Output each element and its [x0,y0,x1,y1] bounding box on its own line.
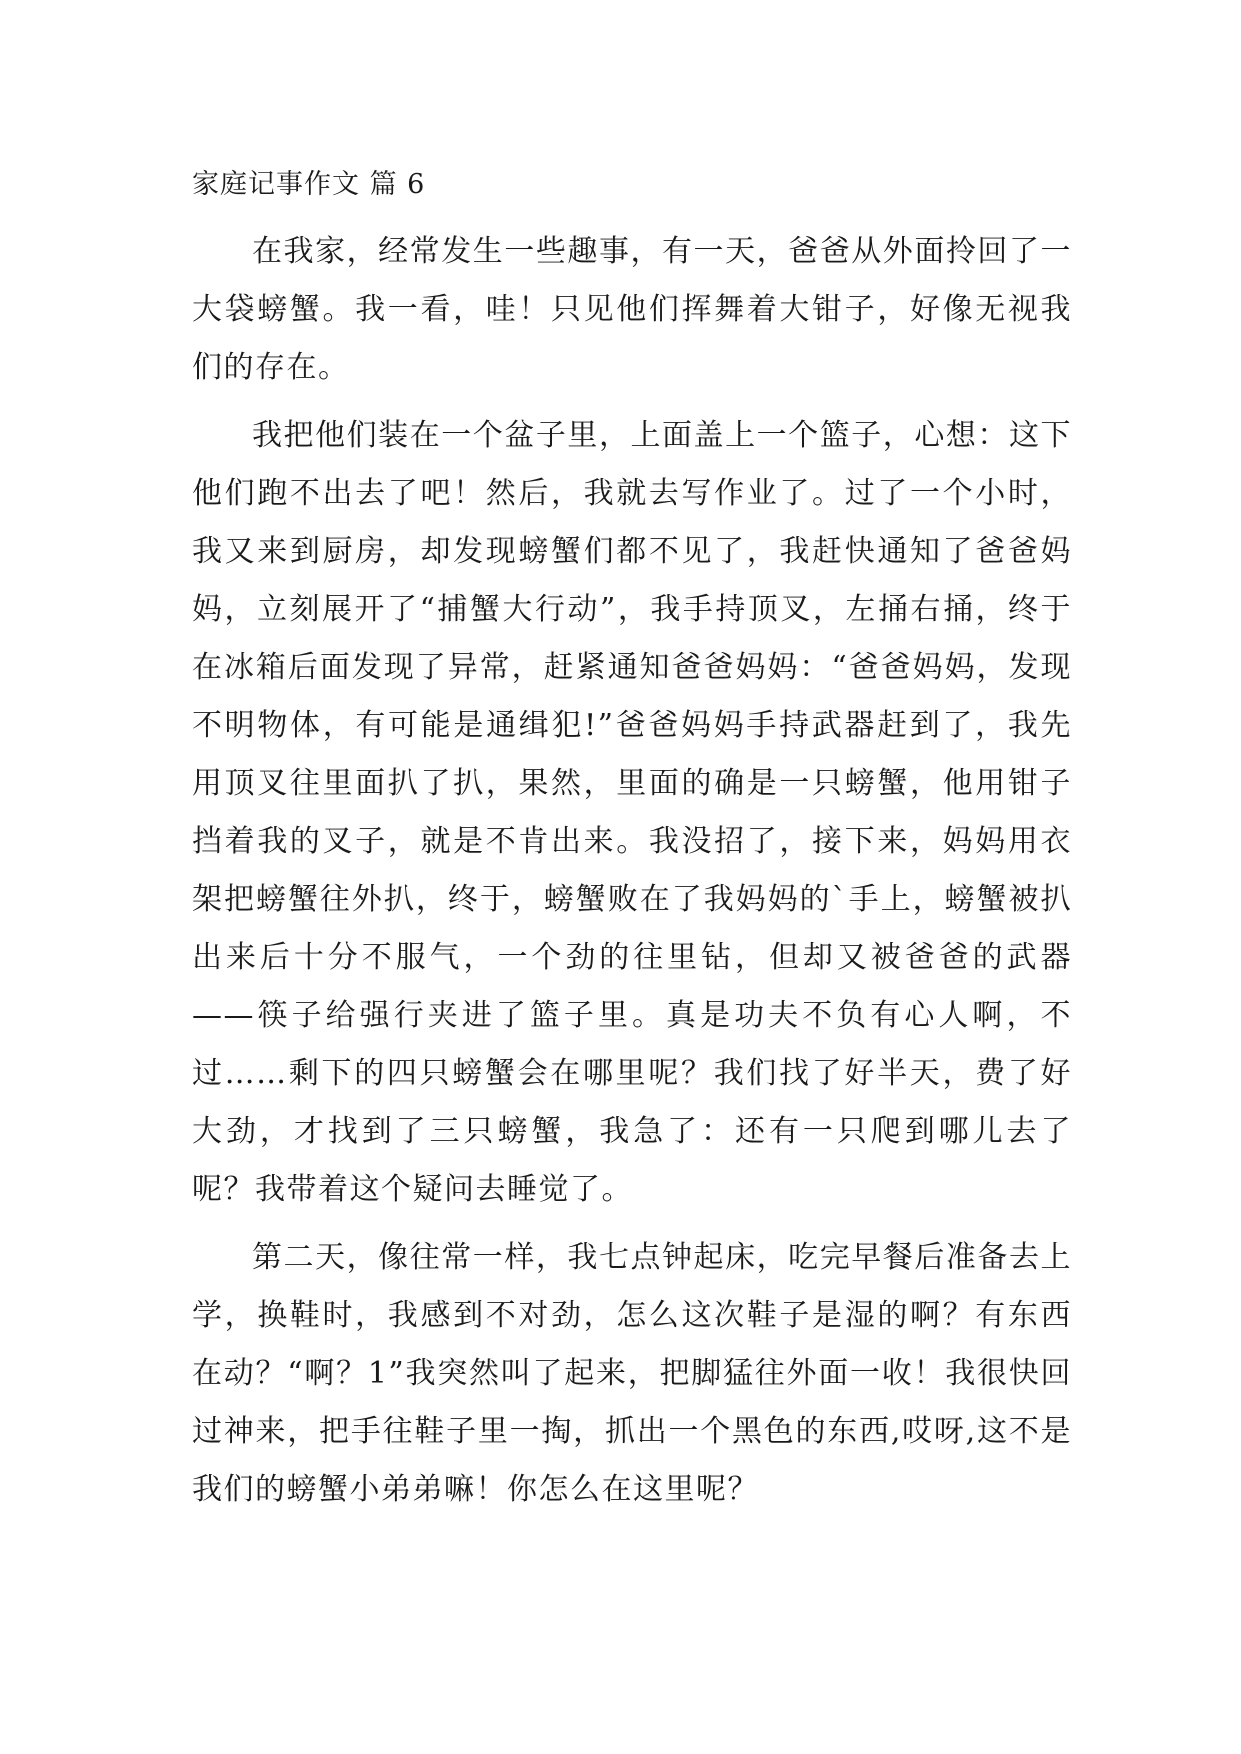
document-heading: 家庭记事作文 篇 6 [192,169,426,200]
paragraph-1: 在我家，经常发生一些趣事，有一天，爸爸从外面拎回了一大袋螃蟹。我一看，哇！只见他们挥舞着大钳子，好像无视我们的存在。 [192,234,1072,385]
paragraph-2: 我把他们装在一个盆子里，上面盖上一个篮子，心想：这下他们跑不出去了吧！然后，我就去写作业了。过了一个小时，我又来到厨房，却发现螃蟹们都不见了，我赶快通知了爸爸妈妈，立刻展开了“捕蟹大行动”，我手持顶叉，左捅右捅，终于在冰箱后面发现了异常，赶紧通知爸爸妈妈：“爸爸妈妈，发现不明物体，有可能是通缉犯!”爸爸妈妈手持武器赶到了，我先用顶叉往里面扒了扒，果然，里面的确是一只螃蟹，他用钳子挡着我的叉子，就是不肯出来。我没招了，接下来，妈妈用衣架把螃蟹往外扒，终于，螃蟹败在了我妈妈的`手上，螃蟹被扒出来后十分不服气，一个劲的往里钻，但却又被爸爸的武器——筷子给强行夹进了篮子里。真是功夫不负有心人啊，不过……剩下的四只螃蟹会在哪里呢？我们找了好半天，费了好大劲，才找到了三只螃蟹，我急了：还有一只爬到哪儿去了呢？我带着这个疑问去睡觉了。 [192,418,1072,1207]
paragraph-3: 第二天，像往常一样，我七点钟起床，吃完早餐后准备去上学，换鞋时，我感到不对劲，怎么这次鞋子是湿的啊？有东西在动？“啊？1”我突然叫了起来，把脚猛往外面一收！我很快回过神来，把手往鞋子里一掏，抓出一个黑色的东西,哎呀,这不是我们的螃蟹小弟弟嘛！你怎么在这里呢？ [192,1240,1072,1507]
document-body [192,167,1072,1529]
